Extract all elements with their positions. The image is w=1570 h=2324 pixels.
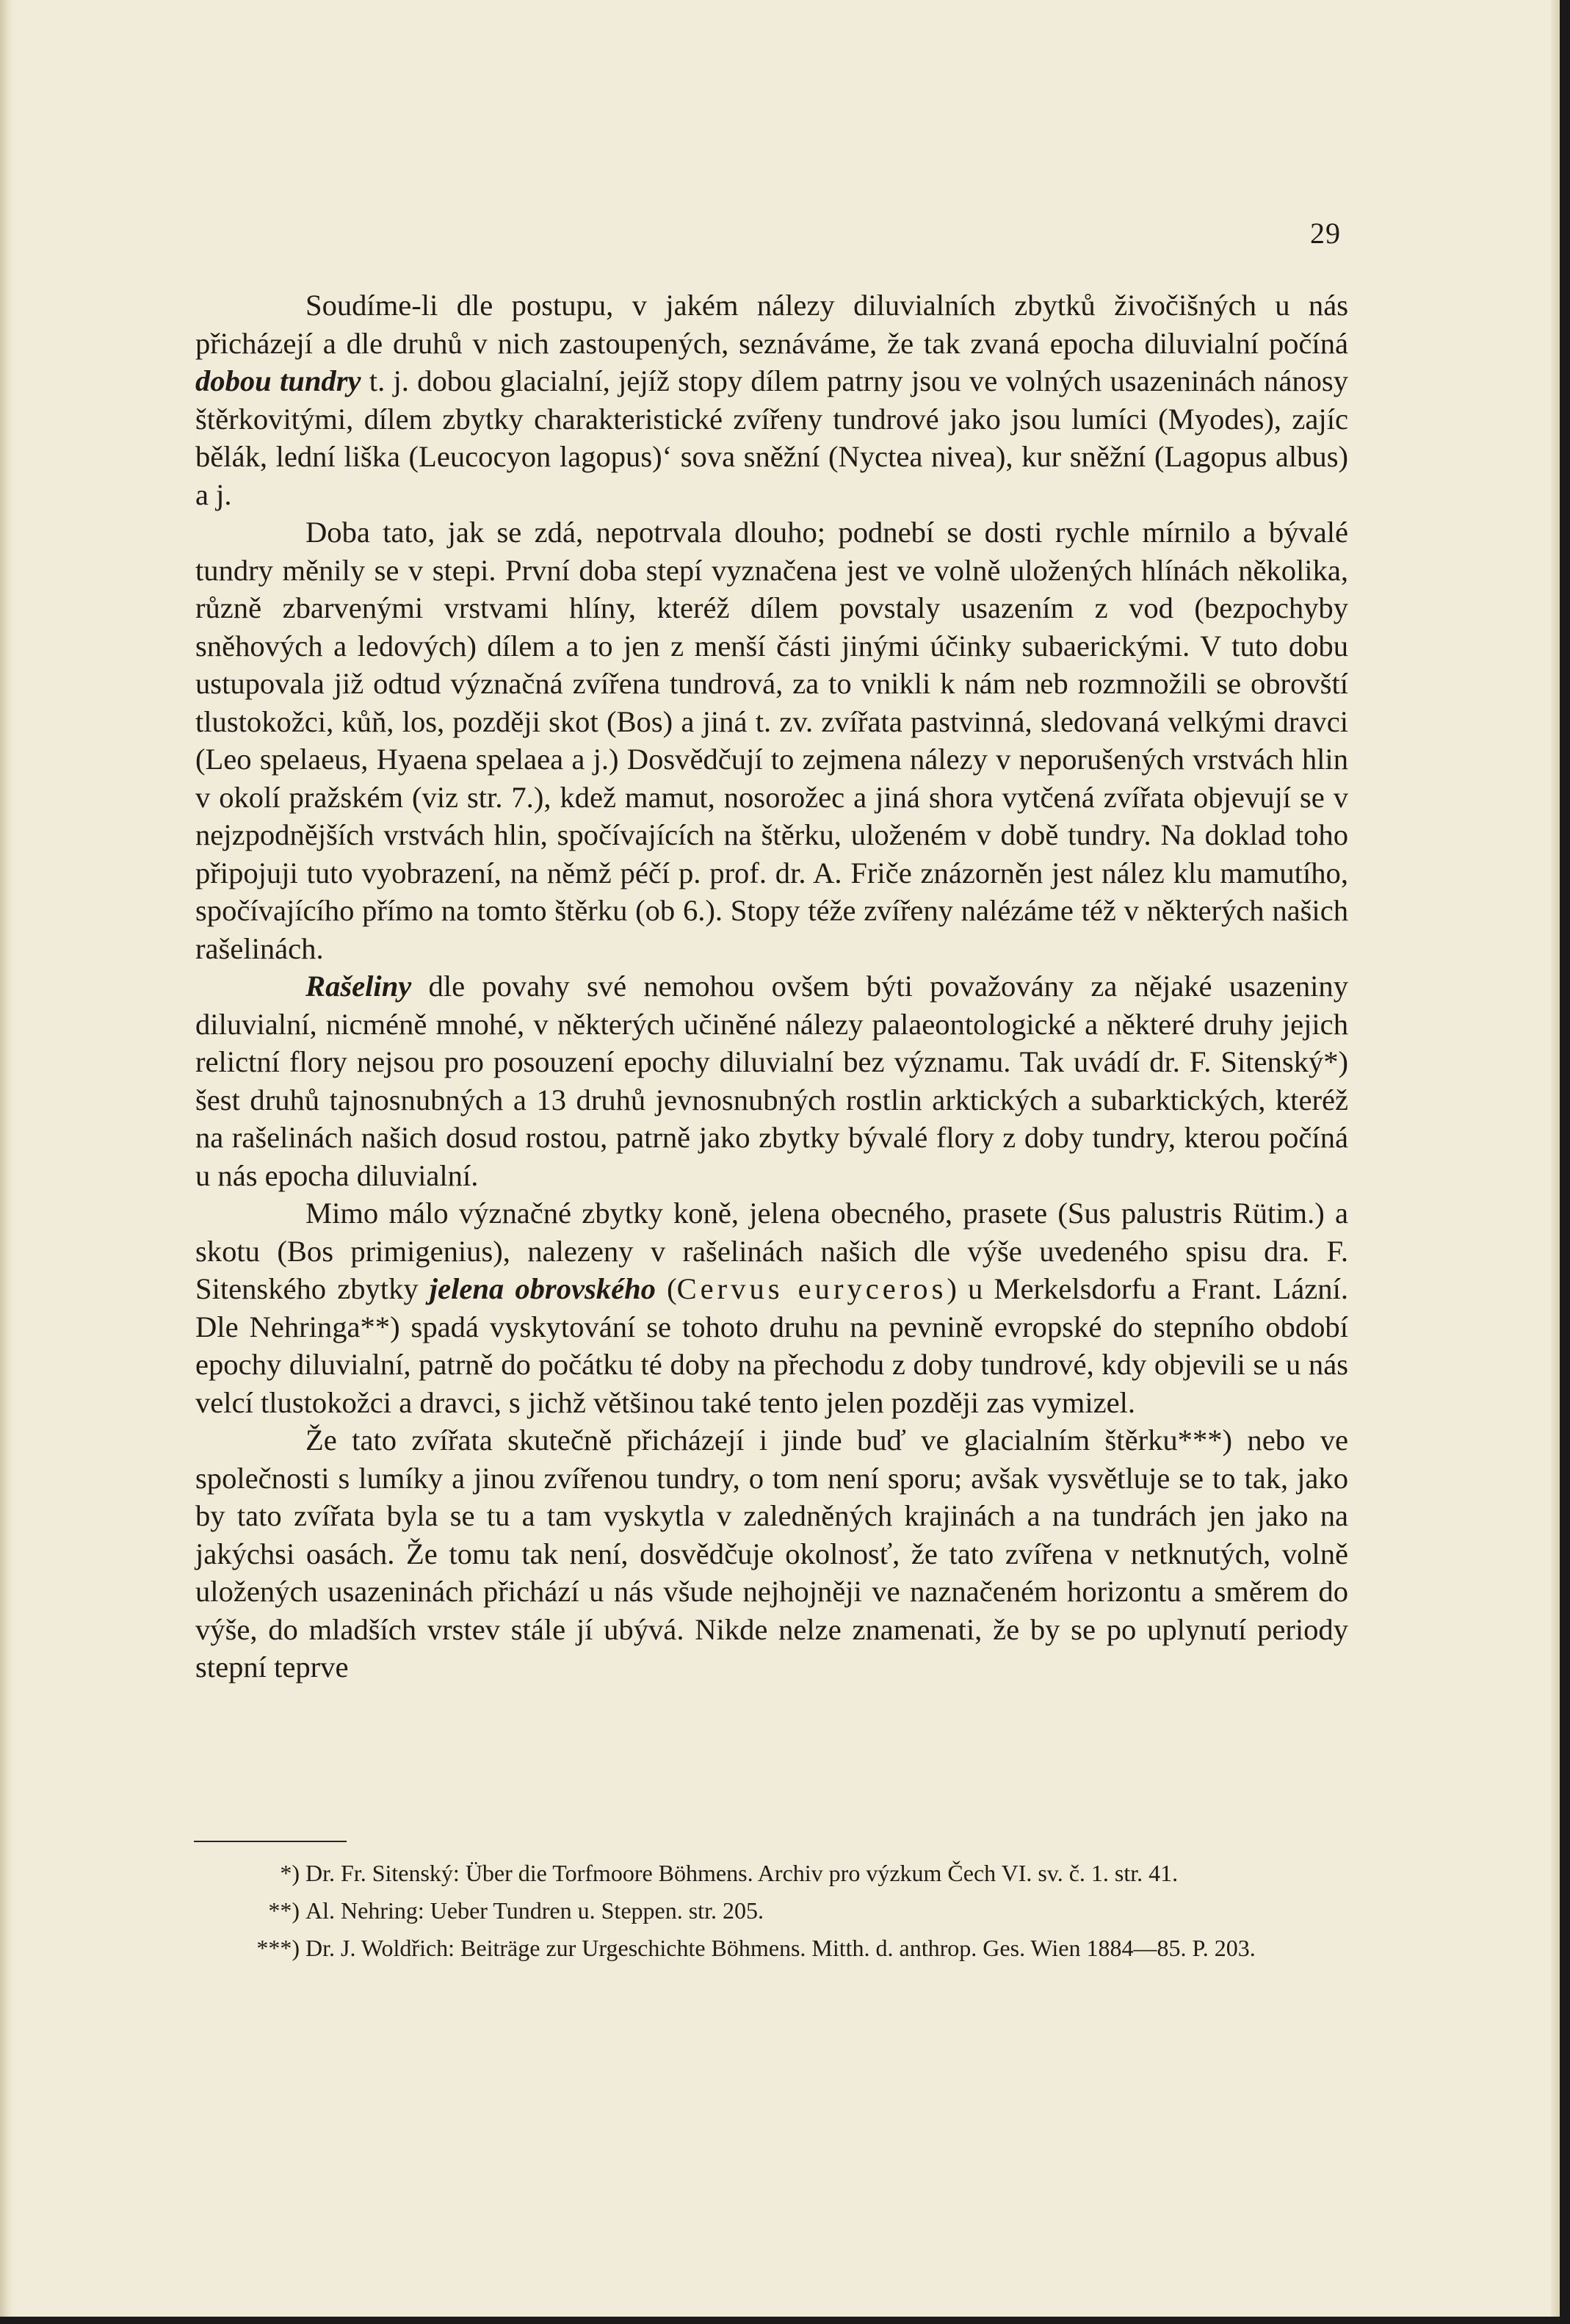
footnote-text: Dr. J. Woldřich: Beiträge zur Urgeschichte Böhmens. Mitth. d. anthrop. Ges. Wien 1884—85. P. 203. (305, 1935, 1256, 1961)
footnote (195, 1858, 1348, 1888)
paragraph-text: ) u Merkelsdorfu a Frant. Lázní. Dle Nehringa**) spadá vyskytování se tohoto druhu na pevnině evropské do stepního období epochy diluvialní, patrně do počátku té doby na přechodu z doby tundrové, kdy objevili se u nás velcí tlustokožci a dravci, s jichž většinou také tento jelen později zas vymizel. (195, 1272, 1348, 1419)
footnote-mark: ***) (256, 1935, 300, 1961)
paragraph (195, 1194, 1348, 1421)
footnote-text: Dr. Fr. Sitenský: Über die Torfmoore Böhmens. Archiv pro výzkum Čech VI. sv. č. 1. str. 41. (305, 1860, 1179, 1886)
footnote (195, 1933, 1348, 1963)
emphasis-text: jelena obrovského (429, 1272, 656, 1305)
paragraph-text: dle povahy své nemohou ovšem býti považovány za nějaké usazeniny diluvialní, nicméně mnohé, v některých učiněné nálezy palaeontologické a některé druhy jejich relictní flory nejsou pro posouzení epochy diluvialní bez významu. Tak uvádí dr. F. Sitenský*) šest druhů tajnosnubných a 13 druhů jevnosnubných rostlin arktických a subarktických, kteréž na rašelinách našich dosud rostou, patrně jako zbytky bývalé flory z doby tundry, kterou počíná u nás epocha diluvialní. (195, 970, 1348, 1192)
page-edge-bottom (0, 2317, 1570, 2324)
body-text (195, 286, 1348, 1686)
footnote (195, 1896, 1348, 1926)
paragraph-text: Doba tato, jak se zdá, nepotrvala dlouho; podnebí se dosti rychle mírnilo a bývalé tundry měnily se v stepi. První doba stepí vyznačena jest ve volně uložených hlínách několika, různě zbarvenými vrstvami hlíny, kteréž dílem povstaly usazením z vod (bezpochyby sněhových a ledových) dílem a to jen z menší části jinými účinky subaerickými. V tuto dobu ustupovala již odtud význačná zvířena tundrová, za to vnikli k nám neb rozmnožili se obrovští tlustokožci, kůň, los, později skot (Bos) a jiná t. zv. zvířata pastvinná, sledovaná velkými dravci (Leo spelaeus, Hyaena spelaea a j.) Dosvědčují to zejmena nálezy v neporušených vrstvách hlin v okolí pražském (viz str. 7.), kdež mamut, nosorožec a jiná shora vytčená zvířata objevují se v nejzpodnějších vrstvách hlin, spočívajících na štěrku, uloženém v době tundry. Na doklad toho připojuji tuto vyobrazení, na němž péčí p. prof. dr. A. Friče znázorněn jest nález klu mamutího, spočívajícího přímo na tomto štěrku (ob 6.). Stopy téže zvířeny nalézáme též v některých našich rašelinách. (195, 516, 1348, 965)
footnotes (195, 1858, 1348, 1971)
paragraph (195, 1421, 1348, 1686)
paragraph (195, 967, 1348, 1194)
paragraph-text: ( (655, 1272, 677, 1305)
footnote-divider (194, 1841, 347, 1842)
paragraph-text: Mimo málo význačné zbytky koně, jelena obecného, prasete (Sus palustris Rütim.) a skotu (Bos primigenius), nalezeny v rašelinách našich dle výše uvedeného spisu dra. F. Sitenského zbytky (195, 1197, 1348, 1305)
page-number: 29 (1310, 217, 1341, 250)
page-edge-left (0, 0, 13, 2324)
spaced-text: Cervus euryceros (676, 1272, 947, 1305)
paragraph (195, 286, 1348, 513)
paragraph (195, 513, 1348, 967)
footnote-mark: **) (268, 1897, 300, 1924)
paragraph-text: Že tato zvířata skutečně přicházejí i jinde buď ve glacialním štěrku***) nebo ve společnosti s lumíky a jinou zvířenou tundry, o tom není sporu; avšak vysvětluje se to tak, jako by tato zvířata byla se tu a tam vyskytla v zaledněných krajinách a na tundrách jen jako na jakýchsi oasách. Že tomu tak není, dosvědčuje okolnosť, že tato zvířena v netknutých, volně uložených usazeninách přichází u nás všude nejhojněji ve naznačeném horizontu a směrem do výše, do mladších vrstev stále jí ubývá. Nikde nelze znamenati, že by se po uplynutí periody stepní teprve (195, 1423, 1348, 1684)
paragraph-text: t. j. dobou glacialní, jejíž stopy dílem patrny jsou ve volných usazeninách nánosy štěrkovitými, dílem zbytky charakteristické zvířeny tundrové jako jsou lumíci (Myodes), zajíc bělák, lední liška (Leucocyon lagopus)‘ sova sněžní (Nyctea nivea), kur sněžní (Lagopus albus) a j. (195, 364, 1348, 511)
emphasis-text: dobou tundry (195, 364, 361, 397)
footnote-mark: *) (280, 1860, 300, 1886)
paragraph-text: Soudíme-li dle postupu, v jakém nálezy diluvialních zbytků živočišných u nás přicházejí a dle druhů v nich zastoupených, seznáváme, že tak zvaná epocha diluvialní počíná (195, 289, 1348, 360)
page-edge-right (1551, 0, 1570, 2324)
footnote-text: Al. Nehring: Ueber Tundren u. Steppen. str. 205. (305, 1897, 764, 1924)
emphasis-text: Rašeliny (305, 970, 412, 1003)
